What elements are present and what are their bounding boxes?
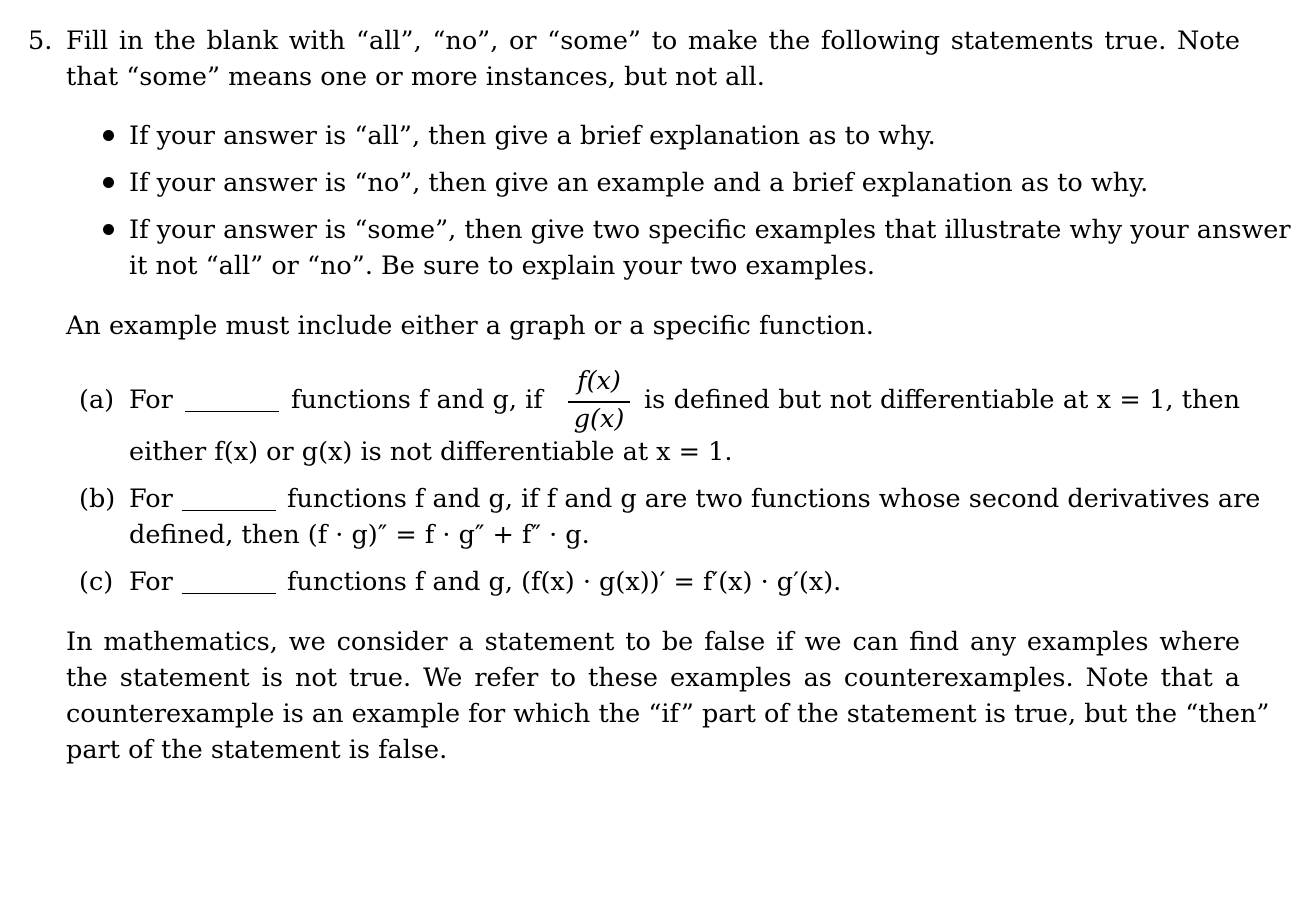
part-b-after-blank: functions f and g, if f and g are two functions whose second derivatives are [287,484,1261,514]
answer-blank-a[interactable] [185,410,279,412]
part-b-label: (b) [79,484,116,514]
fraction-denominator: g(x) [573,404,625,434]
closing-line-1: In mathematics, we consider a statement to be false if we can find any examples where [66,627,1240,657]
part-c-after-blank: functions f and g, (f(x) · g(x))′ = f′(x) · g′(x). [287,567,842,597]
bullet-no: If your answer is “no”, then give an example and a brief explanation as to why. [129,168,1149,198]
answer-blank-c[interactable] [182,592,276,594]
part-a-after-blank: functions f and g, if [291,385,543,415]
part-c-for: For [129,567,173,597]
problem-number: 5. [28,26,53,56]
bullet-dot [103,177,114,188]
bullet-dot [103,224,114,235]
example-note: An example must include either a graph or a specific function. [66,311,874,341]
part-a-label: (a) [79,385,115,415]
part-a-for: For [129,385,173,415]
bullet-dot [103,130,114,141]
bullet-all: If your answer is “all”, then give a brief explanation as to why. [129,121,936,151]
problem-intro-line-2: that “some” means one or more instances, but not all. [66,62,765,92]
fraction-bar [568,401,630,403]
answer-blank-b[interactable] [182,509,276,511]
closing-line-4: part of the statement is false. [66,735,448,765]
part-b-line-2: defined, then (f · g)″ = f · g″ + f″ · g. [129,520,590,550]
part-a-line-2: either f(x) or g(x) is not differentiable at x = 1. [129,437,733,467]
fraction-numerator: f(x) [577,366,621,396]
part-c-label: (c) [79,567,114,597]
bullet-some-line-2: it not “all” or “no”. Be sure to explain your two examples. [129,251,876,281]
problem-intro-line-1: Fill in the blank with “all”, “no”, or “some” to make the following statements true. Note [66,26,1240,56]
part-b-for: For [129,484,173,514]
bullet-some-line-1: If your answer is “some”, then give two specific examples that illustrate why your answer [129,215,1291,245]
closing-line-2: the statement is not true. We refer to these examples as counterexamples. Note that a [66,663,1240,693]
closing-line-3: counterexample is an example for which the “if” part of the statement is true, but the “then” [66,699,1270,729]
part-a-after-fraction: is defined but not differentiable at x = 1, then [644,385,1240,415]
